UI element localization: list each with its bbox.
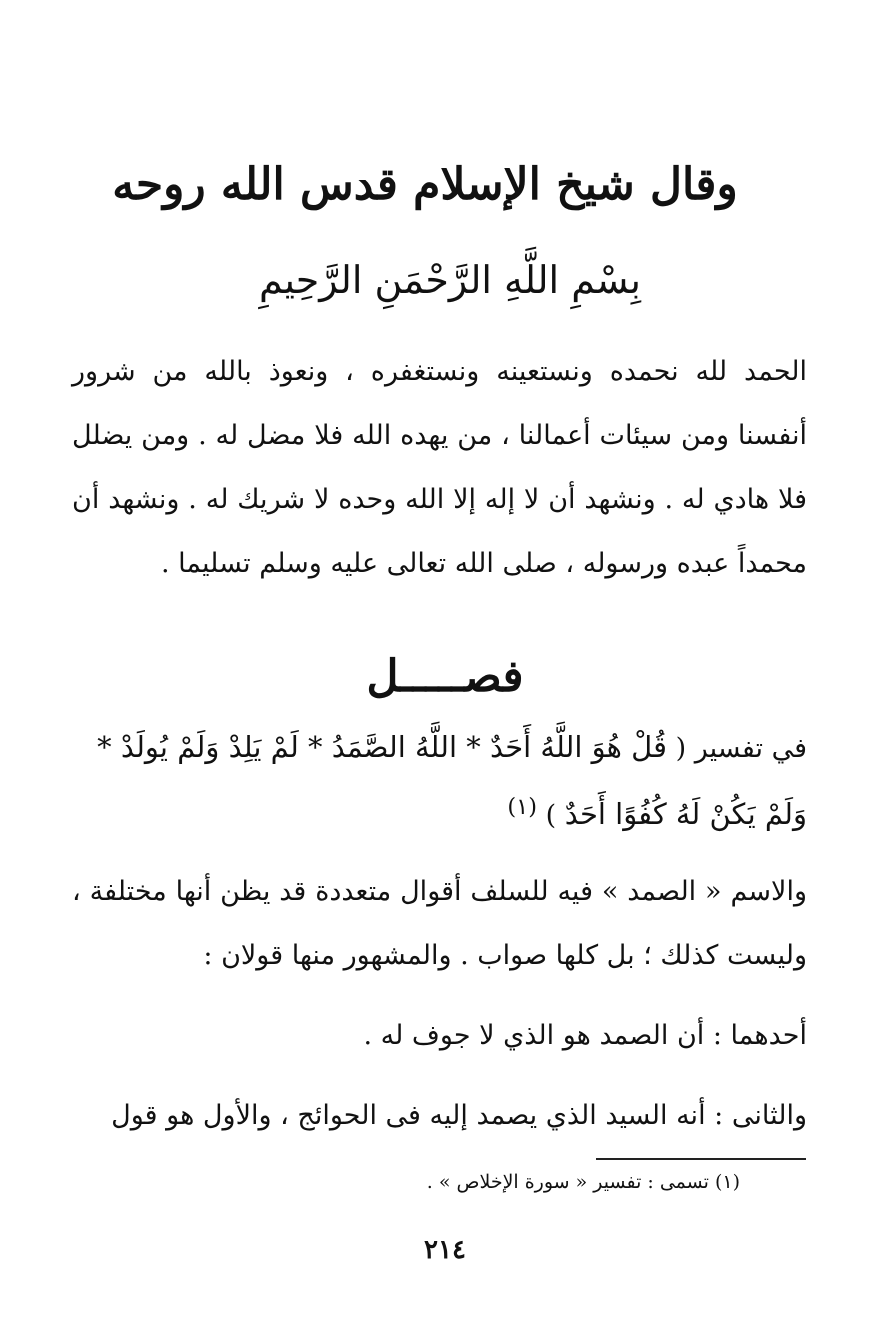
- tafsir-prefix: في تفسير (: [675, 733, 807, 764]
- page-heading: وقال شيخ الإسلام قدس الله روحه: [112, 159, 738, 210]
- section-title: فصـــــل: [366, 651, 524, 702]
- footnote-divider: [596, 1158, 806, 1160]
- intro-paragraph: الحمد لله نحمده ونستعينه ونستغفره ، ونعوذ بالله من شرور أنفسنا ومن سيئات أعمالنا ، من يهده الله فلا مضل له . ومن يضلل فلا هادي له . ونشهد أن لا إله إلا الله وحده لا شريك له . ونشهد أن محمداً عبده ورسوله ، صلى الله تعالى عليه وسلم تسليما .: [72, 356, 807, 579]
- basmala-calligraphy: بِسْمِ اللَّهِ الرَّحْمَنِ الرَّحِيمِ: [259, 258, 641, 302]
- samad-paragraph: والاسم « الصمد » فيه للسلف أقوال متعددة قد يظن أنها مختلفة ، وليست كذلك ؛ بل كلها صواب . والمشهور منها قولان :: [72, 876, 807, 971]
- page-number: ٢١٤: [424, 1235, 466, 1265]
- footnote-reference: (١): [507, 794, 537, 820]
- tafsir-suffix: ): [545, 800, 557, 831]
- footnote: (١) تسمى : تفسير « سورة الإخلاص » .: [426, 1171, 740, 1193]
- first-opinion-paragraph: أحدهما : أن الصمد هو الذي لا جوف له .: [363, 1020, 807, 1051]
- second-opinion-paragraph: والثانى : أنه السيد الذي يصمد إليه فى الحوائج ، والأول هو قول: [111, 1100, 807, 1131]
- tafsir-verse-block: [72, 718, 807, 845]
- quran-verse: قُلْ هُوَ اللَّهُ أَحَدٌ * اللَّهُ الصَّمَدُ * لَمْ يَلِدْ وَلَمْ يُولَدْ * وَلَمْ يَكُنْ لَهُ كُفُوًا أَحَدٌ: [97, 730, 807, 831]
